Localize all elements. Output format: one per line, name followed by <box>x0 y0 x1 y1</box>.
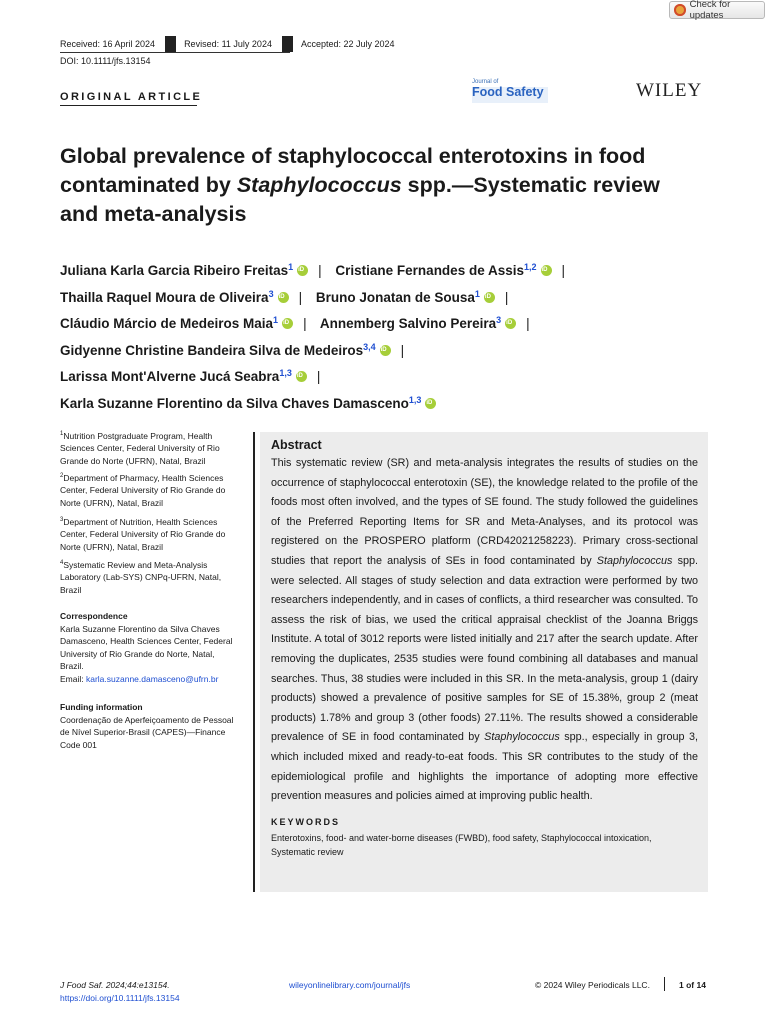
orcid-icon[interactable] <box>282 318 293 329</box>
correspondence: Correspondence Karla Suzanne Florentino da Silva Chaves Damasceno, Health Sciences Center, Federal University of Rio Grande do Norte, Natal, Brazil. Email: karla.suzanne.damasceno@ufrn.br <box>60 610 240 686</box>
orcid-icon[interactable] <box>380 345 391 356</box>
publisher-logo: WILEY <box>636 80 703 101</box>
author-name[interactable]: Cláudio Márcio de Medeiros Maia <box>60 316 274 331</box>
correspondence-text: Karla Suzanne Florentino da Silva Chaves Damasceno, Health Sciences Center, Federal University of Rio Grande do Norte, Natal, Brazil. <box>60 623 233 672</box>
footer-journal <box>289 979 410 992</box>
orcid-icon[interactable] <box>296 371 307 382</box>
journal-url-link[interactable]: wileyonlinelibrary.com/journal/jfs <box>289 980 411 990</box>
orcid-icon[interactable] <box>278 292 289 303</box>
doi: DOI: 10.1111/jfs.13154 <box>60 56 151 66</box>
orcid-icon[interactable] <box>541 265 552 276</box>
citation-text: J Food Saf. 2024;44:e13154. <box>60 980 170 990</box>
orcid-icon[interactable] <box>425 398 436 409</box>
article-type-underline <box>60 105 197 106</box>
abstract-box <box>260 432 708 892</box>
accepted-date: Accepted: 22 July 2024 <box>300 39 395 49</box>
divider <box>282 36 293 52</box>
orcid-icon[interactable] <box>484 292 495 303</box>
check-for-updates-button[interactable] <box>669 1 765 19</box>
received-date: Received: 16 April 2024 <box>60 39 156 49</box>
author-name[interactable]: Cristiane Fernandes de Assis <box>335 263 524 278</box>
author-name[interactable]: Gidyenne Christine Bandeira Silva de Medeiros <box>60 342 364 358</box>
author-list: Juliana Karla Garcia Ribeiro Freitas$^1$iD | Cristiane Fernandes de Assis$^{1,2}$iD | Thailla Raquel Moura de Oliveira$^3$iD | Bruno Jonatan de Sousa$^1$iD | Cláudio Márcio de Medeiros Maia$^1$iD | Annemberg Salvino Pereira$^3$iD | Gidyenne Christine Bandeira Silva de Medeiros$^{3,4}$iD | Larissa Mont'Alverne Jucá Seabra$^{1,3}$iD | Karla Suzanne Florentino da Silva Chaves Damasceno$^{1,3}$iD <box>60 256 720 415</box>
revised-date: Revised: 11 July 2024 <box>184 39 272 49</box>
article-title: Global prevalence of staphylococcal enterotoxins in food contaminated by Staphylococcus spp.—Systematic review and meta-analysis <box>60 144 660 226</box>
keywords-text: Enterotoxins, food- and water-borne diseases (FWBD), food safety, Staphylococcal intoxication, Systematic review <box>271 832 652 857</box>
email-link[interactable]: karla.suzanne.damasceno@ufrn.br <box>85 673 219 684</box>
keywords-heading: KEYWORDS <box>271 816 341 827</box>
affiliation: $^2$Department of Pharmacy, Health Sciences Center, Federal University of Rio Grande do Norte (UFRN), Natal, Brazil <box>60 472 226 509</box>
funding-heading: Funding information <box>60 702 143 712</box>
crossmark-icon <box>674 4 686 16</box>
article-type: ORIGINAL ARTICLE <box>60 91 203 103</box>
affiliation: $^3$Department of Nutrition, Health Sciences Center, Federal University of Rio Grande do Norte (UFRN), Natal, Brazil <box>60 516 226 553</box>
funding-text: Coordenação de Aperfeiçoamento de Pessoal de Nível Superior-Brasil (CAPES)—Finance Code 001 <box>60 714 234 750</box>
journal-logo-prefix: Journal of <box>472 79 499 85</box>
journal-logo-name: Food Safety <box>472 85 544 99</box>
correspondence-heading: Correspondence <box>60 611 128 621</box>
abstract-text: This systematic review (SR) and meta-analysis integrates the results of studies on the occurrence of staphylococcal enterotoxin (SE), the knowledge related to the profile of the foods most often involved, and the types of SE found. The study followed the guidelines of the Preferred Reporting Items for SR and Meta-Analyses, and its protocol was registered on the PROSPERO platform (CRD42021258223). Primary cross-sectional studies that report the analysis of SEs in food contaminated by Staphylococcus spp. were selected. All stages of study selection and data extraction were performed by two researchers independently, and in cases of conflicts, a third researcher was consulted. To assess the risk of bias, we used the critical appraisal checklist of the Joanna Briggs Institute. A total of 3012 reports were listed initially and 217 after the search update. After removing the duplicates, 2535 studies were found combining all databases and manual searches. Thus, 38 studies were included in this SR. In the meta-analysis, group 1 (dairy products) showed a prevalence of positive samples for SE of 15.38%, group 2 (meat products) 1.78% and group 3 (other foods) 27.11%. The results showed a considerable prevalence of SE in food contaminated by Staphylococcus spp., especially in group 3, which included mixed and ready-to-eat foods. This SR contributes to the study of the epidemiological profile and highlights the importance of adopting more effective prevention measures and policies aimed at improving public health. <box>271 457 698 803</box>
affiliation: $^1$Nutrition Postgraduate Program, Health Sciences Center, Federal University of Rio Grande do Norte (UFRN), Natal, Brazil <box>60 430 220 467</box>
journal-logo <box>472 79 548 103</box>
author-name[interactable]: Juliana Karla Garcia Ribeiro Freitas <box>60 263 289 278</box>
abstract-heading: Abstract <box>271 438 322 452</box>
author-name[interactable]: Bruno Jonatan de Sousa <box>315 289 475 305</box>
divider <box>165 36 176 52</box>
author-name[interactable]: Annemberg Salvino Pereira <box>319 316 497 331</box>
page-number: 1 of 14 <box>679 980 706 990</box>
author-name[interactable]: Thailla Raquel Moura de Oliveira <box>60 289 269 305</box>
footer-divider <box>664 977 665 991</box>
check-for-updates-label: Check for updates <box>689 0 731 21</box>
orcid-icon[interactable] <box>505 318 516 329</box>
orcid-icon[interactable] <box>297 265 308 276</box>
affiliation: $^4$Systematic Review and Meta-Analysis Laboratory (Lab-SYS) CNPq-UFRN, Natal, Brazil <box>60 559 222 596</box>
author-name[interactable]: Karla Suzanne Florentino da Silva Chaves Damasceno <box>60 395 409 411</box>
footer-copyright: © 2024 Wiley Periodicals LLC. <box>535 980 650 990</box>
doi-link[interactable]: https://doi.org/10.1111/jfs.13154 <box>60 993 180 1003</box>
header-rule <box>60 52 290 53</box>
publication-dates <box>60 38 405 50</box>
column-divider <box>253 432 255 892</box>
funding-information <box>60 701 240 751</box>
footer-citation <box>60 979 180 1005</box>
author-name[interactable]: Larissa Mont'Alverne Jucá Seabra <box>60 369 280 384</box>
